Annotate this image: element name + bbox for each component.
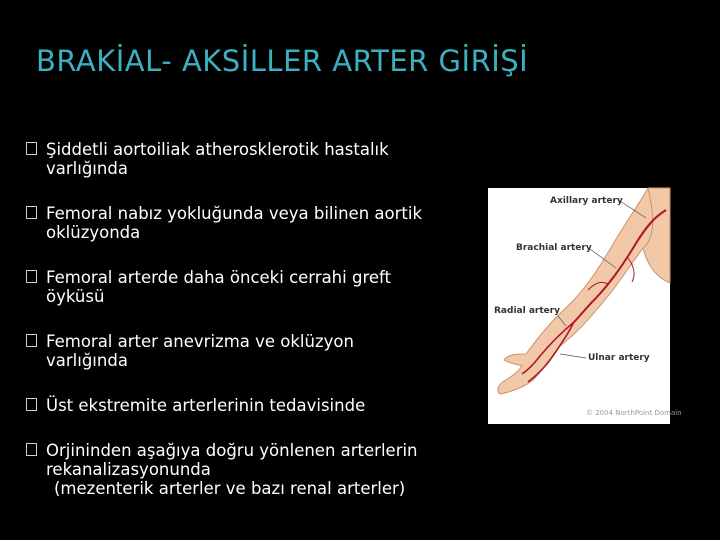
- label-ulnar-artery: Ulnar artery: [588, 353, 650, 363]
- bullet-item: [26, 268, 476, 306]
- bullet-box-icon: [26, 206, 37, 219]
- bullet-line: Femoral arterde daha önceki cerrahi greft: [46, 268, 392, 287]
- arm-skin: [498, 188, 670, 394]
- bullet-line: oklüzyonda: [46, 223, 141, 242]
- bullet-item: [26, 140, 476, 178]
- figure-copyright: © 2004 NorthPoint Domain: [586, 409, 682, 417]
- arm-artery-illustration: [488, 188, 682, 424]
- bullet-line: Şiddetli aortoiliak atherosklerotik hastalık: [46, 140, 389, 159]
- bullet-box-icon: [26, 142, 37, 155]
- bullet-line: varlığında: [46, 351, 128, 370]
- leader-line: [560, 354, 586, 358]
- bullet-item: [26, 441, 476, 498]
- bullet-line: Orjininden aşağıya doğru yönlenen arterlerin: [46, 441, 418, 460]
- bullet-line: varlığında: [46, 159, 128, 178]
- bullet-line: Üst ekstremite arterlerinin tedavisinde: [46, 396, 366, 415]
- bullet-box-icon: [26, 270, 37, 283]
- bullet-list: [26, 140, 476, 524]
- bullet-box-icon: [26, 398, 37, 411]
- bullet-line: rekanalizasyonunda: [46, 460, 211, 479]
- bullet-box-icon: [26, 443, 37, 456]
- bullet-item: [26, 332, 476, 370]
- bullet-item: [26, 204, 476, 242]
- slide-title: BRAKİAL- AKSİLLER ARTER GİRİŞİ: [36, 44, 529, 78]
- label-radial-artery: Radial artery: [494, 306, 561, 316]
- bullet-line: öyküsü: [46, 287, 105, 306]
- label-brachial-artery: Brachial artery: [516, 243, 592, 253]
- label-axillary-artery: Axillary artery: [550, 196, 623, 206]
- bullet-item: [26, 396, 476, 415]
- bullet-line: Femoral arter anevrizma ve oklüzyon: [46, 332, 354, 351]
- bullet-line: Femoral nabız yokluğunda veya bilinen aortik: [46, 204, 423, 223]
- bullet-box-icon: [26, 334, 37, 347]
- bullet-line: (mezenterik arterler ve bazı renal arterler): [54, 479, 406, 498]
